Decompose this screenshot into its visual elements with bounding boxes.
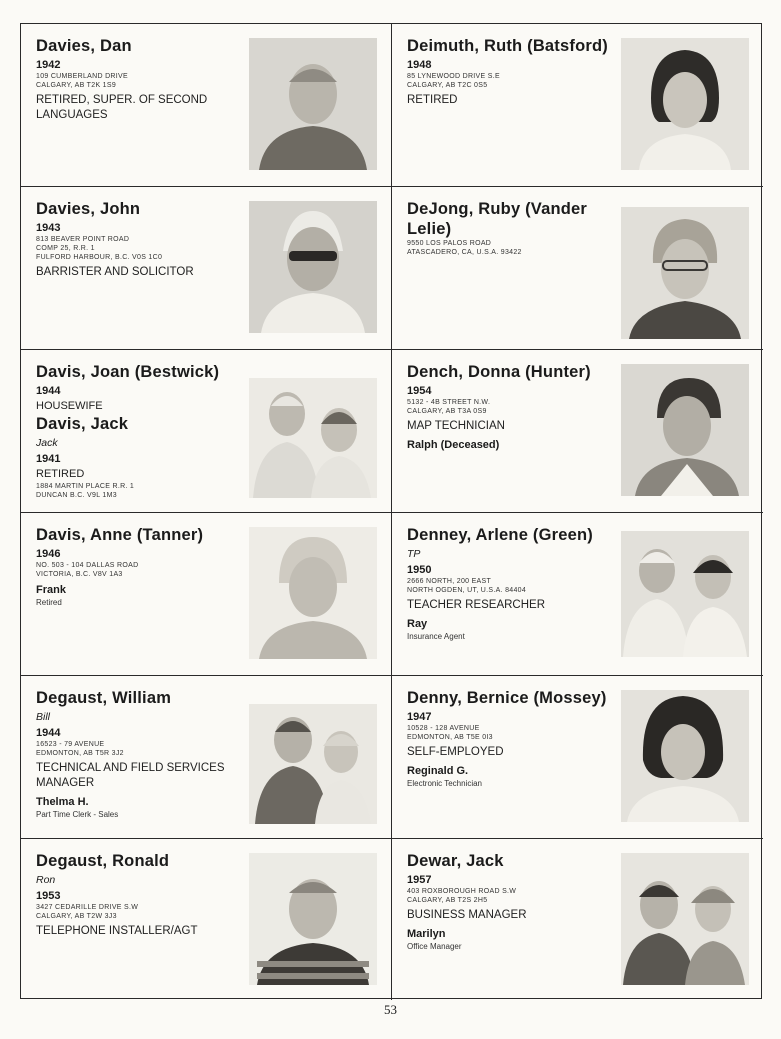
address-line: NORTH OGDEN, UT, U.S.A. 84404: [407, 587, 527, 594]
address-line: 813 BEAVER POINT ROAD: [36, 236, 130, 243]
entry-occupation: RETIRED: [407, 94, 458, 106]
address-line: CALGARY, AB T2S 2H5: [407, 897, 488, 904]
entry-info: [36, 851, 251, 939]
spouse-occupation: Insurance Agent: [407, 632, 465, 641]
entry-year: 1943: [36, 222, 61, 234]
portrait-photo: [621, 207, 749, 339]
entry-card: [21, 839, 392, 1000]
entry-card: [21, 676, 392, 839]
entry-info: [36, 199, 251, 280]
entry-occupation: TELEPHONE INSTALLER/AGT: [36, 925, 198, 937]
entry-occupation: BUSINESS MANAGER: [407, 909, 527, 921]
spouse-name: Ralph (Deceased): [407, 439, 500, 451]
portrait-photo: [621, 531, 749, 657]
entry-card: [21, 513, 392, 676]
address-line: EDMONTON, AB T5R 3J2: [36, 750, 124, 757]
spouse-name: Marilyn: [407, 928, 446, 940]
entry-name: Denny, Bernice (Mossey): [407, 689, 607, 707]
entry-card: [392, 676, 763, 839]
entry-nickname: TP: [407, 548, 421, 560]
entry-info: [36, 688, 251, 820]
entry-info: [36, 362, 251, 500]
entry-year: 1946: [36, 548, 61, 560]
spouse-name: Ray: [407, 618, 428, 630]
address-line: EDMONTON, AB T5E 0I3: [407, 734, 493, 741]
directory-grid: [20, 23, 762, 999]
entry-name: Dench, Donna (Hunter): [407, 363, 591, 381]
entry-name: Davis, Anne (Tanner): [36, 526, 204, 544]
address-line: 3427 CEDARILLE DRIVE S.W: [36, 904, 139, 911]
address-line: 10528 - 128 AVENUE: [407, 725, 480, 732]
portrait-photo: [621, 38, 749, 170]
entry-card: [392, 187, 763, 350]
entry-nickname: Ron: [36, 874, 56, 886]
portrait-photo: [249, 527, 377, 659]
entry-year: 1954: [407, 385, 432, 397]
spouse-occupation: Electronic Technician: [407, 779, 483, 788]
portrait-photo: [249, 853, 377, 985]
spouse-occupation: Part Time Clerk - Sales: [36, 810, 119, 819]
address-line: ATASCADERO, CA, U.S.A. 93422: [407, 249, 522, 256]
address-line: 2666 NORTH, 200 EAST: [407, 578, 492, 585]
page-number: 53: [384, 1002, 397, 1017]
entry-card: [392, 350, 763, 513]
entry-name: Degaust, Ronald: [36, 852, 170, 870]
address-line: NO. 503 - 104 DALLAS ROAD: [36, 562, 139, 569]
entry-info: [407, 525, 612, 642]
entry-year: 1942: [36, 59, 61, 71]
address-line: DUNCAN B.C. V9L 1M3: [36, 492, 117, 499]
spouse-occupation: Office Manager: [407, 942, 462, 951]
address-line: 1884 MARTIN PLACE R.R. 1: [36, 483, 135, 490]
entry-nickname: Bill: [36, 711, 51, 723]
entry-name: Degaust, William: [36, 689, 172, 707]
entry-info: [407, 851, 612, 952]
entry-year: 1957: [407, 874, 432, 886]
address-line: 5132 - 4B STREET N.W.: [407, 399, 491, 406]
address-line: 85 LYNEWOOD DRIVE S.E: [407, 73, 500, 80]
address-line: CALGARY, AB T2W 3J3: [36, 913, 117, 920]
address-line: FULFORD HARBOUR, B.C. V0S 1C0: [36, 254, 163, 261]
entry-name: Davies, John: [36, 200, 141, 218]
entry-name: Denney, Arlene (Green): [407, 526, 593, 544]
spouse-name: Reginald G.: [407, 765, 469, 777]
entry-name: DeJong, Ruby (Vander Lelie): [407, 200, 588, 238]
entry-year: 1950: [407, 564, 432, 576]
portrait-photo: [249, 38, 377, 170]
address-line: 16523 - 79 AVENUE: [36, 741, 105, 748]
entry-info: [407, 199, 612, 257]
entry-occupation: RETIRED: [36, 468, 85, 480]
entry-info: [36, 525, 251, 608]
entry-nickname: Jack: [36, 437, 58, 449]
portrait-photo: [621, 364, 749, 496]
portrait-photo: [249, 378, 377, 498]
entry-occupation: RETIRED, SUPER. OF SECOND LANGUAGES: [36, 94, 208, 121]
entry-name: Davies, Dan: [36, 37, 132, 55]
entry-year: 1947: [407, 711, 432, 723]
entry-occupation: HOUSEWIFE: [36, 400, 103, 412]
entry-info: [407, 362, 612, 452]
entry-year: 1941: [36, 453, 61, 465]
entry-name: Davis, Joan (Bestwick): [36, 363, 220, 381]
address-line: CALGARY, AB T2K 1S9: [36, 82, 117, 89]
address-line: 9550 LOS PALOS ROAD: [407, 240, 492, 247]
portrait-photo: [621, 853, 749, 985]
address-line: 109 CUMBERLAND DRIVE: [36, 73, 128, 80]
entry-occupation: TEACHER RESEARCHER: [407, 599, 546, 611]
entry-year: 1948: [407, 59, 432, 71]
entry-card: [392, 513, 763, 676]
address-line: CALGARY, AB T2C 0S5: [407, 82, 488, 89]
entry-year: 1953: [36, 890, 61, 902]
entry-card: [392, 839, 763, 1000]
entry-year: 1944: [36, 727, 61, 739]
entry-occupation: MAP TECHNICIAN: [407, 420, 505, 432]
entry-name: Deimuth, Ruth (Batsford): [407, 37, 608, 55]
address-line: CALGARY, AB T3A 0S9: [407, 408, 487, 415]
spouse-name: Thelma H.: [36, 796, 89, 808]
entry-info: [407, 688, 612, 789]
entry-info: [407, 36, 612, 108]
entry-year: 1944: [36, 385, 61, 397]
entry-occupation: BARRISTER AND SOLICITOR: [36, 266, 194, 278]
entry-info: [36, 36, 251, 123]
address-line: COMP 25, R.R. 1: [36, 245, 95, 252]
entry-name-second: Davis, Jack: [36, 415, 129, 433]
entry-name: Dewar, Jack: [407, 852, 504, 870]
address-line: 403 ROXBOROUGH ROAD S.W: [407, 888, 517, 895]
portrait-photo: [249, 201, 377, 333]
entry-card: [21, 24, 392, 187]
entry-card: [21, 187, 392, 350]
address-line: VICTORIA, B.C. V8V 1A3: [36, 571, 123, 578]
spouse-occupation: Retired: [36, 598, 62, 607]
portrait-photo: [249, 704, 377, 824]
entry-card: [21, 350, 392, 513]
entry-occupation: SELF-EMPLOYED: [407, 746, 504, 758]
portrait-photo: [621, 690, 749, 822]
entry-occupation: TECHNICAL AND FIELD SERVICES MANAGER: [36, 762, 225, 789]
entry-card: [392, 24, 763, 187]
spouse-name: Frank: [36, 584, 66, 596]
